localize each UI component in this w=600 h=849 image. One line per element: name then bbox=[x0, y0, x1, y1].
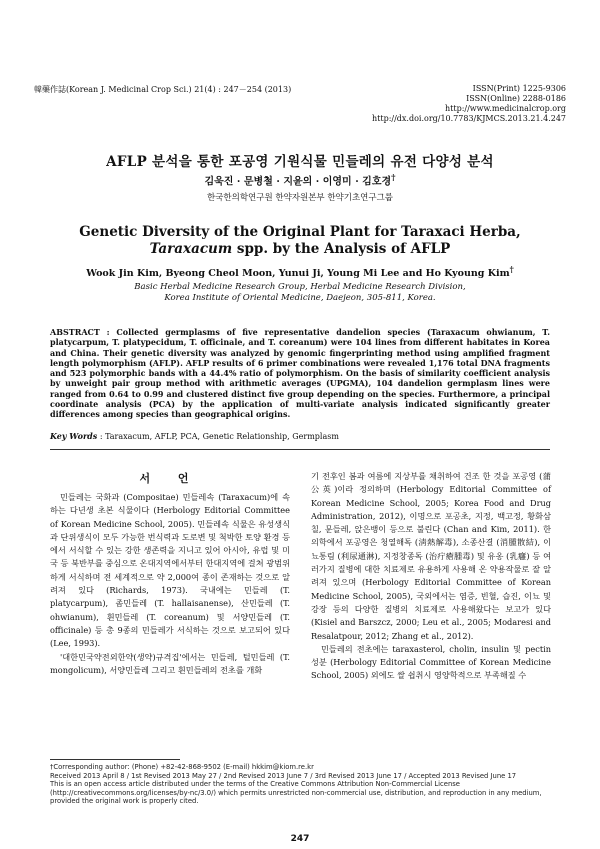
keywords-label: Key Words bbox=[50, 431, 98, 441]
english-authors bbox=[0, 265, 600, 279]
page-number: 247 bbox=[290, 834, 310, 844]
paragraph: 민들레의 전초에는 taraxasterol, cholin, insulin 및 pectin 성분 (Herbology Editorial Committee of Korean Medicine School, 2005) 외에도 쌀 쉽취시 영양학적으로 부족해질 수 bbox=[311, 643, 551, 681]
abstract-divider bbox=[50, 449, 550, 450]
abstract-text: Collected germplasms of five representative dandelion species (Taraxacum ohwianum, T. platycarpum, T. platypecidum, T. officinale, and T. coreanum) were 104 lines from different habitates in Korea and China. Their genetic diversity was analyzed by genomic fingerprinting method using amplified fragment length polymorphism (AFLP). AFLP results of 6 primer combinations were revealed 1,176 total DNA fragments and 523 polymorphic bands with a 44.4% ratio of polymorphism. On the basis of similarity coefficient analysis by unweight pair group method with arithmetic averages (UPGMA), 104 dandelion germplasm lines were ranged from 0.64 to 0.99 and clustered distinct five group depending on the species. Furthermore, a principal coordinate analysis (PCA) by the application of multi-variate analysis indicated significantly greater differences among species than geographical origins. bbox=[50, 327, 550, 420]
korean-author-names: 김욱진 · 문병철 · 지윤의 · 이영미 · 김호경 bbox=[204, 176, 392, 188]
korean-authors bbox=[0, 172, 600, 187]
body-column-right bbox=[311, 470, 551, 683]
keywords bbox=[50, 431, 339, 441]
english-title-rest: spp. by the Analysis of AFLP bbox=[232, 241, 451, 257]
abstract bbox=[50, 327, 550, 420]
doi-link[interactable]: http://dx.doi.org/10.7783/KJMCS.2013.21.4.247 bbox=[372, 114, 566, 123]
paragraph: 민들레는 국화과 (Compositae) 민들레속 (Taraxacum)에 속하는 다년생 초본 식물이다 (Herbology Editorial Committee of Korean Medicine School, 2005). 민들레속 식물은 유성생식과 단위생식이 모두 가능한 번식력과 도로변 및 척박한 토양 환경 등에서 서식할 수 있는 강한 생존력을 지니고 있어 아시아, 유럽 및 미국 등 북반부를 중심으로 온대지역에서부터 한대지역에 걸쳐 광범위하게 서식하며 전 세계적으로 약 2,000여 종이 존재하는 것으로 알려져 있다 (Richards, 1973). 국내에는 민들레 (T. platycarpum), 좀민들레 (T. hallaisanense), 산민들레 (T. ohwianum), 흰민들레 (T. coreanum) 및 서양민들레 (T. officinale) 등 총 9종의 민들레가 서식하는 것으로 보고되어 있다 (Lee, 1993). bbox=[50, 492, 290, 649]
genus-name: Taraxacum bbox=[149, 241, 233, 257]
english-affiliation bbox=[0, 282, 600, 304]
korean-affiliation: 한국한의학연구원 한약자원본부 한약기초연구그룹 bbox=[206, 193, 394, 203]
footnote bbox=[50, 763, 550, 806]
english-title-line2 bbox=[0, 241, 600, 258]
issn-print: ISSN(Print) 1225-9306 bbox=[472, 84, 566, 93]
journal-identifiers bbox=[372, 84, 566, 124]
english-title-line1: Genetic Diversity of the Original Plant for Taraxaci Herba, bbox=[79, 224, 521, 240]
body-column-left bbox=[50, 491, 290, 677]
journal-citation: 韓藥作誌(Korean J. Medicinal Crop Sci.) 21(4) : 247－254 (2013) bbox=[34, 85, 292, 94]
abstract-label: ABSTRACT : bbox=[50, 327, 110, 337]
paragraph: 기 전후인 봄과 여름에 지상부를 채취하여 건조 한 것을 포공영 (蒲公英)이라 정의하며 (Herbology Editorial Committee of Korean Medicine School, 2005; Korea Food and Drug Administration, 2012), 이명으로 포공초, 지정, 백고정, 황화삼칠, 문들레, 앉은뱅이 등으로 불린다 (Chan and Kim, 2011). 한의학에서 포공영은 청열해독 (淸熱解毒), 소종산결 (消腫散結), 이뇨통림 (利尿通淋), 지정창종독 (治疔瘡腫毒) 및 유옹 (乳癰) 등 여러가지 질병에 대한 치료제로 유용하게 사용해 온 약용작물로 잘 알려져 있으며 (Herbology Editorial Committee of Korean Medicine School, 2005), 국외에서는 염증, 빈혈, 습진, 이뇨 및 강장 등의 다양한 질병의 치료제로 사용해왔다는 보고가 있다 (Kisiel and Barszcz, 2000; Leu et al., 2005; Modaresi and Resalatpour, 2012; Zhang et al., 2012). bbox=[311, 471, 551, 641]
section-heading: 서 언 bbox=[139, 472, 201, 485]
affiliation-line2: Korea Institute of Oriental Medicine, Daejeon, 305-811, Korea. bbox=[164, 293, 436, 303]
issn-online: ISSN(Online) 2288-0186 bbox=[466, 94, 566, 103]
corresponding-mark-en: † bbox=[509, 265, 514, 274]
affiliation-line1: Basic Herbal Medicine Research Group, Herbal Medicine Research Division, bbox=[134, 282, 466, 292]
keywords-text: : Taraxacum, AFLP, PCA, Genetic Relationship, Germplasm bbox=[97, 432, 339, 441]
license-note: This is an open access article distributed under the terms of the Creative Commons Attribution Non-Commercial License (http://creativecommons.org/licenses/by-nc/3.0/) which permits unrestricted non-commercial use, distribution, and reproduction in any medium, provided the original work is properly cited. bbox=[50, 780, 542, 805]
received-dates: Received 2013 April 8 / 1st Revised 2013 May 27 / 2nd Revised 2013 June 7 / 3rd Revised 2013 June 17 / Accepted 2013 Revised June 17 bbox=[50, 771, 517, 780]
footnote-divider bbox=[50, 759, 180, 760]
corresponding-author-note: †Corresponding author: (Phone) +82-42-868-9502 (E-mail) hkkim@kiom.re.kr bbox=[50, 763, 314, 771]
korean-title: AFLP 분석을 통한 포공영 기원식물 민들레의 유전 다양성 분석 bbox=[106, 154, 494, 170]
journal-url[interactable]: http://www.medicinalcrop.org bbox=[445, 104, 566, 113]
english-author-names: Wook Jin Kim, Byeong Cheol Moon, Yunui Ji, Young Mi Lee and Ho Kyoung Kim bbox=[86, 268, 510, 280]
paragraph: '대한민국약전외한약(생약)규격집'에서는 민들레, 털민들레 (T. mongolicum), 서양민들레 그리고 흰민들레의 전초를 개화 bbox=[50, 651, 290, 675]
english-title bbox=[0, 224, 600, 258]
corresponding-mark: † bbox=[391, 172, 396, 182]
